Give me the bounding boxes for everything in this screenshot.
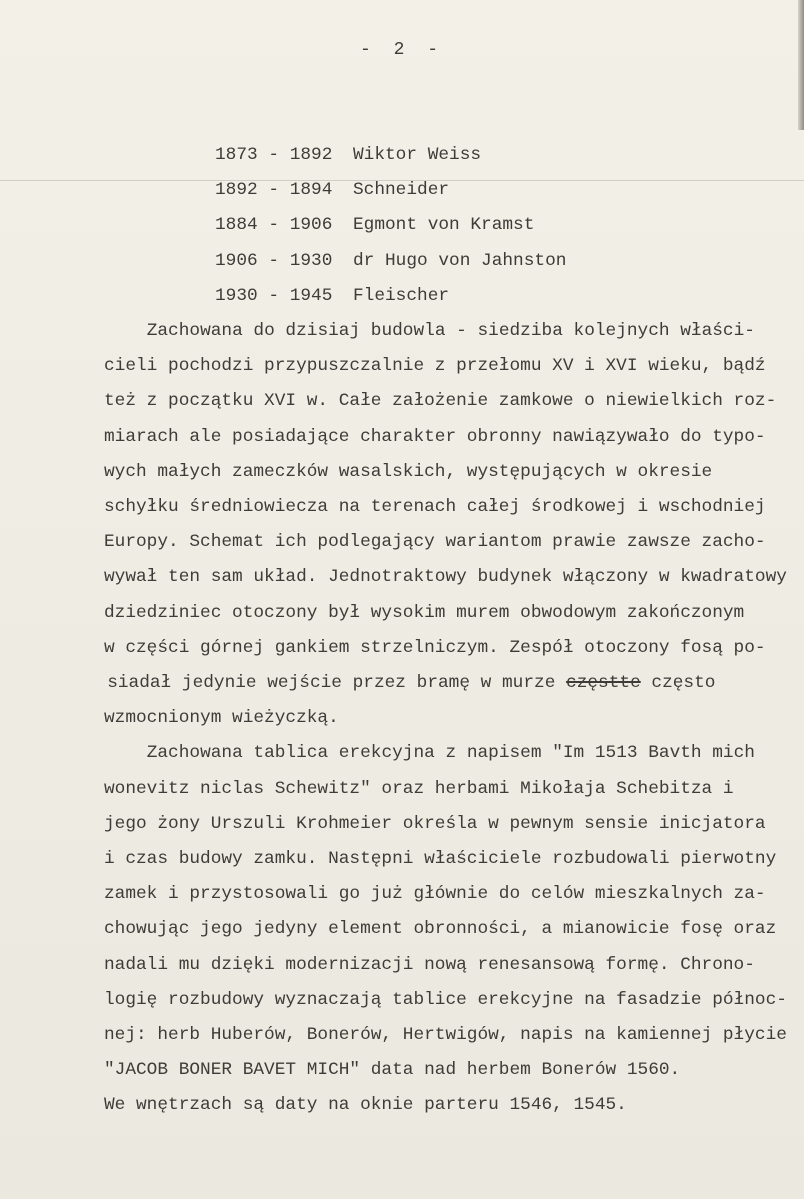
- text-line: [104, 638, 766, 658]
- text-line: [147, 321, 755, 341]
- text-line: [104, 884, 766, 904]
- line-text: zamek i przystosowali go już głównie do celów mieszkalnych za-: [104, 884, 766, 905]
- line-text: wych małych zameczków wasalskich, występujących w okresie: [104, 461, 713, 482]
- line-text: We wnętrzach są daty na oknie parteru 1546, 1545.: [104, 1095, 627, 1116]
- line-text: i czas budowy zamku. Następni właściciele rozbudowali pierwotny: [104, 849, 777, 869]
- text-line: [107, 673, 715, 693]
- line-text: wzmocnionym wieżyczką.: [104, 708, 339, 729]
- page-edge-shadow: [798, 0, 804, 130]
- line-text: cieli pochodzi przypuszczalnie z przełomu XV i XVI wieku, bądź: [104, 356, 766, 377]
- line-text: Europy. Schemat ich podlegający wariantom prawie zawsze zacho-: [104, 532, 766, 553]
- line-text: "JACOB BONER BAVET MICH" data nad herbem Bonerów 1560.: [104, 1060, 681, 1081]
- line-text: logię rozbudowy wyznaczają tablice erekcyjne na fasadzie północ-: [104, 989, 787, 1010]
- text-line: [104, 1025, 787, 1045]
- line-text: nej: herb Huberów, Bonerów, Hertwigów, napis na kamiennej płycie: [104, 1025, 787, 1045]
- struck-out-word: częstte: [566, 673, 641, 693]
- line-text: nadali mu dzięki modernizacji nową renesansową formę. Chrono-: [104, 954, 755, 975]
- text-line: [104, 814, 766, 834]
- text-line: [104, 356, 766, 376]
- text-line: [104, 955, 755, 975]
- owner-years: 1884 - 1906: [215, 215, 333, 236]
- text-line: [104, 849, 776, 869]
- text-line: [104, 391, 776, 411]
- line-text: w części górnej gankiem strzelniczym. Zespół otoczony fosą po-: [104, 637, 766, 658]
- line-text: Zachowana tablica erekcyjna z napisem "Im 1513 Bavth mich: [146, 743, 755, 764]
- line-text: siadał jedynie wejście przez bramę w murze: [107, 673, 567, 693]
- text-line: [104, 779, 734, 799]
- owner-years: 1873 - 1892: [215, 145, 333, 165]
- owner-name: dr Hugo von Jahnston: [353, 250, 567, 271]
- line-text: chowując jego jedyny element obronności, a mianowicie fosę oraz: [104, 919, 777, 940]
- owner-name: Egmont von Kramst: [353, 215, 535, 236]
- owner-years: 1930 - 1945: [215, 285, 333, 306]
- text-line: [104, 1060, 680, 1080]
- text-line: [104, 990, 787, 1010]
- text-line: [104, 532, 766, 552]
- owner-name: Wiktor Weiss: [353, 145, 482, 165]
- page-number: - 2 -: [359, 40, 444, 60]
- text-line: [104, 427, 766, 447]
- line-text: jego żony Urszuli Krohmeier określa w pewnym sensie inicjatora: [104, 813, 766, 834]
- text-line: [147, 743, 755, 763]
- text-line: [104, 497, 766, 517]
- line-text: dziedziniec otoczony był wysokim murem obwodowym zakończonym: [104, 602, 745, 623]
- line-text-after: często: [640, 673, 716, 693]
- text-line: [104, 462, 712, 482]
- line-text: też z początku XVI w. Całe założenie zamkowe o niewielkich roz-: [104, 391, 777, 412]
- text-line: [104, 1095, 627, 1115]
- line-text: Zachowana do dzisiaj budowla - siedziba kolejnych właści-: [146, 321, 755, 341]
- owner-name: Fleischer: [353, 285, 450, 306]
- owner-name: Schneider: [353, 180, 450, 201]
- owner-years: 1906 - 1930: [215, 250, 333, 271]
- text-line: [104, 603, 744, 623]
- line-text: wonevitz niclas Schewitz" oraz herbami Mikołaja Schebitza i: [104, 778, 734, 799]
- line-text: miarach ale posiadające charakter obronny nawiązywało do typo-: [104, 426, 766, 447]
- line-text: wywał ten sam układ. Jednotraktowy budynek włączony w kwadratowy: [104, 567, 787, 588]
- line-text: schyłku średniowiecza na terenach całej środkowej i wschodniej: [104, 497, 766, 517]
- text-line: [104, 919, 776, 939]
- text-line: [104, 567, 787, 587]
- text-line: [104, 708, 339, 728]
- owner-years: 1892 - 1894: [215, 180, 333, 201]
